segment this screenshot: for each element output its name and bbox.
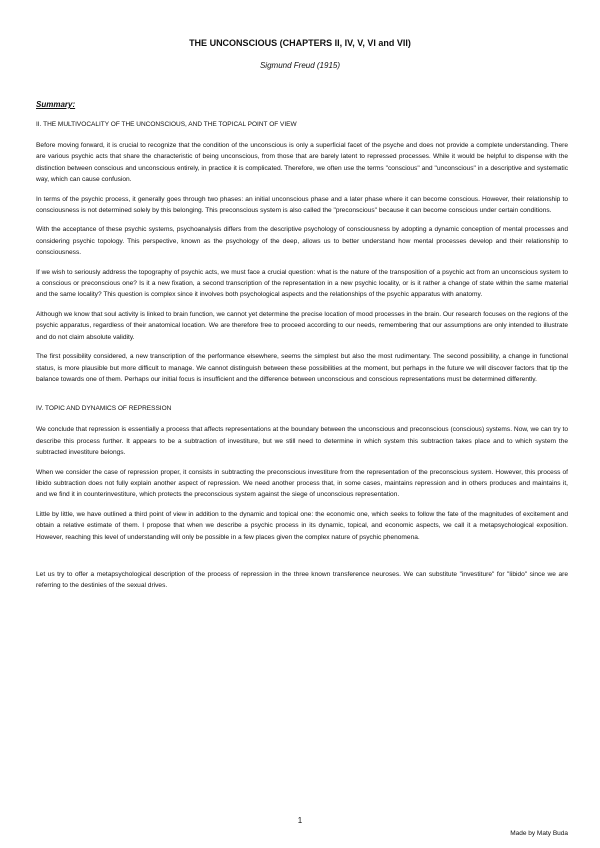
section-ii-paragraph-3: With the acceptance of these psychic systems, psychoanalysis differs from the descriptive psychology of consciousness by adopting a dynamic conception of mental processes and considering psychic topology. This perspective, known as the psychology of the deep, allows us to better understand how mental processes develop and their relationship to consciousness. [36,226,568,257]
document-title: THE UNCONSCIOUS (CHAPTERS II, IV, V, VI and VII) [189,38,411,48]
section-iv-paragraph-1: We conclude that repression is essentially a process that affects representations at the boundary between the unconscious and preconscious (conscious) systems. Now, we can try to describe this process further. It appears to be a subtraction of investiture, but we still need to determine in which system this subtraction takes place and to which system the subtracted investiture belongs. [36,426,568,457]
author-credit: Made by Maty Buda [510,830,568,837]
section-iv-paragraph-3: Little by little, we have outlined a third point of view in addition to the dynamic and topical one: the economic one, which seeks to follow the fate of the magnitudes of excitement and obtain a relative estimate of them. I propose that when we describe a psychic process in its dynamic, topical, and economic aspects, we call it a metapsychological exposition. However, reaching this level of understanding will only be possible in a few places given the complex nature of psychic phenomena. [36,510,568,541]
section-spacer [36,393,568,405]
section-ii-heading: II. THE MULTIVOCALITY OF THE UNCONSCIOUS, AND THE TOPICAL POINT OF VIEW [36,121,297,128]
document-body [36,100,568,600]
section-ii-paragraph-4: If we wish to seriously address the topography of psychic acts, we must face a crucial question: what is the nature of the transposition of a psychic act from an unconscious system to a conscious or preconscious one? Is it a new fixation, a second transcription of the representation in a new psychic locality, or is it rather a change of state within the same material and the same locality? This question is complex since it involves both psychological aspects and the relationships of the psychic apparatus with anatomy. [36,268,568,299]
section-ii-paragraph-5: Although we know that soul activity is linked to brain function, we cannot yet determine the precise location of mood processes in the brain. Our research focuses on the regions of the psychic apparatus, regardless of their anatomical location. We are therefore free to proceed according to our needs, remembering that our assumptions are only intended to illustrate and do not claim absolute validity. [36,310,568,341]
section-iv-paragraph-2: When we consider the case of repression proper, it consists in subtracting the preconscious investiture from the representation of the preconscious system. However, this process of libido subtraction does not fully explain another aspect of repression. We need another process that, in some cases, maintains repression and in others produces and maintains it, and we find it in counterinvestiture, which protects the preconscious system against the siege of unconscious representation. [36,468,568,499]
section-ii-paragraph-6: The first possibility considered, a new transcription of the performance elsewhere, seems the simplest but also the most rudimentary. The second possibility, a change in functional status, is more plausible but more difficult to manage. We cannot distinguish between these possibilities at the moment, but perhaps in the future we will discover factors that tip the balance towards one of them. Perhaps our initial focus is insufficient and the difference between unconscious and conscious representations must be determined differently. [36,353,568,383]
page-number: 1 [297,816,303,825]
summary-label: Summary: [36,100,76,109]
section-iv-heading: IV. TOPIC AND DYNAMICS OF REPRESSION [36,405,172,413]
section-ii-paragraph-2: In terms of the psychic process, it generally goes through two phases: an initial unconscious phase and a later phase where it can become conscious. However, their relationship to consciousness is not determined solely by this belonging. This preconscious system is also called the "preconscious" because it can become conscious under certain conditions. [36,195,568,215]
section-iv-paragraph-4: Let us try to offer a metapsychological description of the process of repression in the three known transference neuroses. We can substitute "investiture" for "libido" since we are referring to the destinies of the sexual drives. [36,570,568,590]
section-ii-paragraph-1: Before moving forward, it is crucial to recognize that the condition of the unconscious is only a superficial facet of the psyche and does not provide a complete understanding. There are various psychic acts that share the characteristic of being unconscious, from those that are barely latent to repressed processes. While it would be helpful to dispense with the distinction between conscious and unconscious entirely, in practice it is complicated. Therefore, we often use the terms "conscious" and "unconscious" in a descriptive and systematic way, which can cause confusion. [36,142,568,184]
paragraph-spacer [36,551,568,569]
document-subtitle: Sigmund Freud (1915) [259,61,341,70]
